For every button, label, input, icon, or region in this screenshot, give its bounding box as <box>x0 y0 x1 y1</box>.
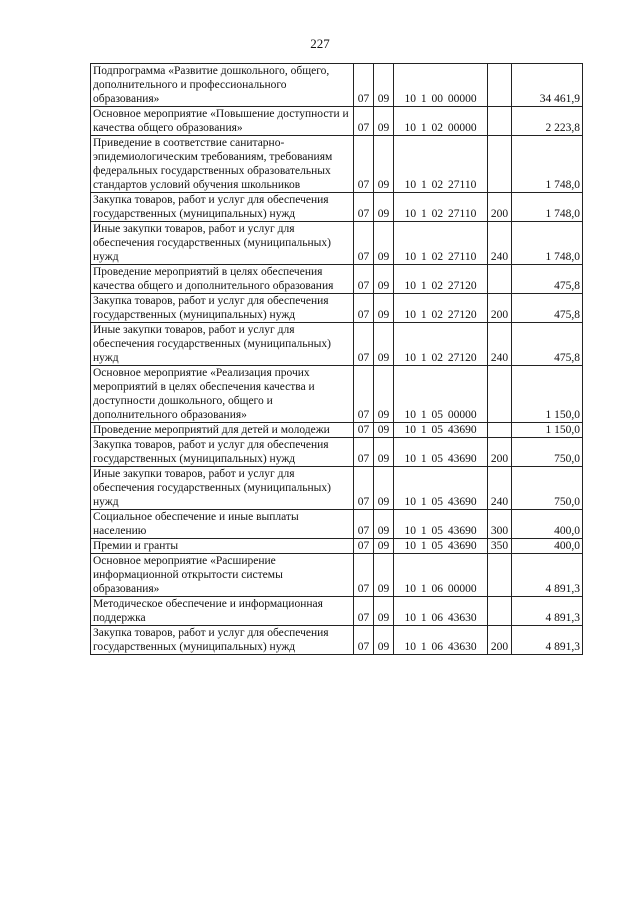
row-name-cell: Основное мероприятие «Повышение доступности и качества общего образования» <box>91 107 354 136</box>
subsection-code-cell: 09 <box>374 222 394 265</box>
amount-cell: 400,0 <box>512 510 583 539</box>
row-name-cell: Премии и гранты <box>91 539 354 554</box>
amount-cell: 34 461,9 <box>512 64 583 107</box>
row-name-cell: Основное мероприятие «Расширение информационной открытости системы образования» <box>91 554 354 597</box>
table-row <box>91 510 583 539</box>
expense-type-cell: 240 <box>488 467 512 510</box>
section-code-cell: 07 <box>354 467 374 510</box>
amount-cell: 1 748,0 <box>512 193 583 222</box>
table-row <box>91 438 583 467</box>
amount-cell: 1 150,0 <box>512 366 583 423</box>
expense-type-cell: 200 <box>488 294 512 323</box>
row-name-cell: Закупка товаров, работ и услуг для обеспечения государственных (муниципальных) нужд <box>91 438 354 467</box>
expense-type-cell <box>488 366 512 423</box>
target-article-cell: 10 1 02 27120 <box>394 265 488 294</box>
target-article-cell: 10 1 05 43690 <box>394 467 488 510</box>
amount-cell: 4 891,3 <box>512 626 583 655</box>
amount-cell: 750,0 <box>512 467 583 510</box>
expense-type-cell <box>488 107 512 136</box>
table-row <box>91 193 583 222</box>
row-name-cell: Закупка товаров, работ и услуг для обеспечения государственных (муниципальных) нужд <box>91 294 354 323</box>
subsection-code-cell: 09 <box>374 366 394 423</box>
target-article-cell: 10 1 02 00000 <box>394 107 488 136</box>
expense-type-cell <box>488 64 512 107</box>
expense-type-cell <box>488 597 512 626</box>
subsection-code-cell: 09 <box>374 554 394 597</box>
row-name-cell: Закупка товаров, работ и услуг для обеспечения государственных (муниципальных) нужд <box>91 626 354 655</box>
subsection-code-cell: 09 <box>374 265 394 294</box>
amount-cell: 475,8 <box>512 265 583 294</box>
row-name-cell: Иные закупки товаров, работ и услуг для обеспечения государственных (муниципальных) нужд <box>91 467 354 510</box>
section-code-cell: 07 <box>354 323 374 366</box>
target-article-cell: 10 1 02 27120 <box>394 323 488 366</box>
expense-type-cell: 300 <box>488 510 512 539</box>
section-code-cell: 07 <box>354 265 374 294</box>
target-article-cell: 10 1 05 43690 <box>394 423 488 438</box>
subsection-code-cell: 09 <box>374 294 394 323</box>
section-code-cell: 07 <box>354 554 374 597</box>
section-code-cell: 07 <box>354 294 374 323</box>
expense-type-cell: 240 <box>488 222 512 265</box>
table-row <box>91 323 583 366</box>
table-row <box>91 366 583 423</box>
amount-cell: 1 748,0 <box>512 136 583 193</box>
amount-cell: 1 150,0 <box>512 423 583 438</box>
subsection-code-cell: 09 <box>374 467 394 510</box>
table-row <box>91 554 583 597</box>
section-code-cell: 07 <box>354 626 374 655</box>
amount-cell: 400,0 <box>512 539 583 554</box>
amount-cell: 475,8 <box>512 323 583 366</box>
budget-table <box>90 63 583 655</box>
subsection-code-cell: 09 <box>374 64 394 107</box>
table-row <box>91 597 583 626</box>
expense-type-cell: 200 <box>488 193 512 222</box>
target-article-cell: 10 1 05 43690 <box>394 438 488 467</box>
target-article-cell: 10 1 05 43690 <box>394 539 488 554</box>
section-code-cell: 07 <box>354 193 374 222</box>
expense-type-cell <box>488 136 512 193</box>
subsection-code-cell: 09 <box>374 597 394 626</box>
target-article-cell: 10 1 05 00000 <box>394 366 488 423</box>
target-article-cell: 10 1 02 27120 <box>394 294 488 323</box>
amount-cell: 1 748,0 <box>512 222 583 265</box>
row-name-cell: Подпрограмма «Развитие дошкольного, общего, дополнительного и профессионального образования» <box>91 64 354 107</box>
table-row <box>91 265 583 294</box>
page-number: 227 <box>310 36 330 51</box>
section-code-cell: 07 <box>354 136 374 193</box>
expense-type-cell <box>488 554 512 597</box>
expense-type-cell: 240 <box>488 323 512 366</box>
subsection-code-cell: 09 <box>374 423 394 438</box>
target-article-cell: 10 1 02 27110 <box>394 193 488 222</box>
amount-cell: 750,0 <box>512 438 583 467</box>
expense-type-cell <box>488 265 512 294</box>
section-code-cell: 07 <box>354 64 374 107</box>
subsection-code-cell: 09 <box>374 510 394 539</box>
subsection-code-cell: 09 <box>374 323 394 366</box>
row-name-cell: Методическое обеспечение и информационная поддержка <box>91 597 354 626</box>
table-row <box>91 626 583 655</box>
section-code-cell: 07 <box>354 423 374 438</box>
row-name-cell: Закупка товаров, работ и услуг для обеспечения государственных (муниципальных) нужд <box>91 193 354 222</box>
table-row <box>91 64 583 107</box>
target-article-cell: 10 1 02 27110 <box>394 222 488 265</box>
target-article-cell: 10 1 05 43690 <box>394 510 488 539</box>
target-article-cell: 10 1 02 27110 <box>394 136 488 193</box>
section-code-cell: 07 <box>354 222 374 265</box>
subsection-code-cell: 09 <box>374 193 394 222</box>
row-name-cell: Приведение в соответствие санитарно-эпидемиологическим требованиям, требованиям федеральных государственных образовательных стандартов условий обучения школьников <box>91 136 354 193</box>
row-name-cell: Основное мероприятие «Реализация прочих мероприятий в целях обеспечения качества и доступности дошкольного, общего и дополнительного образования» <box>91 366 354 423</box>
target-article-cell: 10 1 06 00000 <box>394 554 488 597</box>
subsection-code-cell: 09 <box>374 438 394 467</box>
table-row <box>91 467 583 510</box>
expense-type-cell <box>488 423 512 438</box>
table-row <box>91 222 583 265</box>
amount-cell: 2 223,8 <box>512 107 583 136</box>
subsection-code-cell: 09 <box>374 626 394 655</box>
amount-cell: 4 891,3 <box>512 554 583 597</box>
row-name-cell: Иные закупки товаров, работ и услуг для обеспечения государственных (муниципальных) нужд <box>91 222 354 265</box>
section-code-cell: 07 <box>354 510 374 539</box>
row-name-cell: Проведение мероприятий в целях обеспечения качества общего и дополнительного образования <box>91 265 354 294</box>
row-name-cell: Проведение мероприятий для детей и молодежи <box>91 423 354 438</box>
section-code-cell: 07 <box>354 539 374 554</box>
row-name-cell: Иные закупки товаров, работ и услуг для обеспечения государственных (муниципальных) нужд <box>91 323 354 366</box>
section-code-cell: 07 <box>354 438 374 467</box>
target-article-cell: 10 1 00 00000 <box>394 64 488 107</box>
table-row <box>91 539 583 554</box>
target-article-cell: 10 1 06 43630 <box>394 626 488 655</box>
section-code-cell: 07 <box>354 366 374 423</box>
table-row <box>91 423 583 438</box>
amount-cell: 475,8 <box>512 294 583 323</box>
expense-type-cell: 200 <box>488 438 512 467</box>
row-name-cell: Социальное обеспечение и иные выплаты населению <box>91 510 354 539</box>
table-row <box>91 136 583 193</box>
table-row <box>91 107 583 136</box>
section-code-cell: 07 <box>354 107 374 136</box>
subsection-code-cell: 09 <box>374 136 394 193</box>
subsection-code-cell: 09 <box>374 107 394 136</box>
expense-type-cell: 200 <box>488 626 512 655</box>
table-row <box>91 294 583 323</box>
expense-type-cell: 350 <box>488 539 512 554</box>
amount-cell: 4 891,3 <box>512 597 583 626</box>
subsection-code-cell: 09 <box>374 539 394 554</box>
section-code-cell: 07 <box>354 597 374 626</box>
target-article-cell: 10 1 06 43630 <box>394 597 488 626</box>
